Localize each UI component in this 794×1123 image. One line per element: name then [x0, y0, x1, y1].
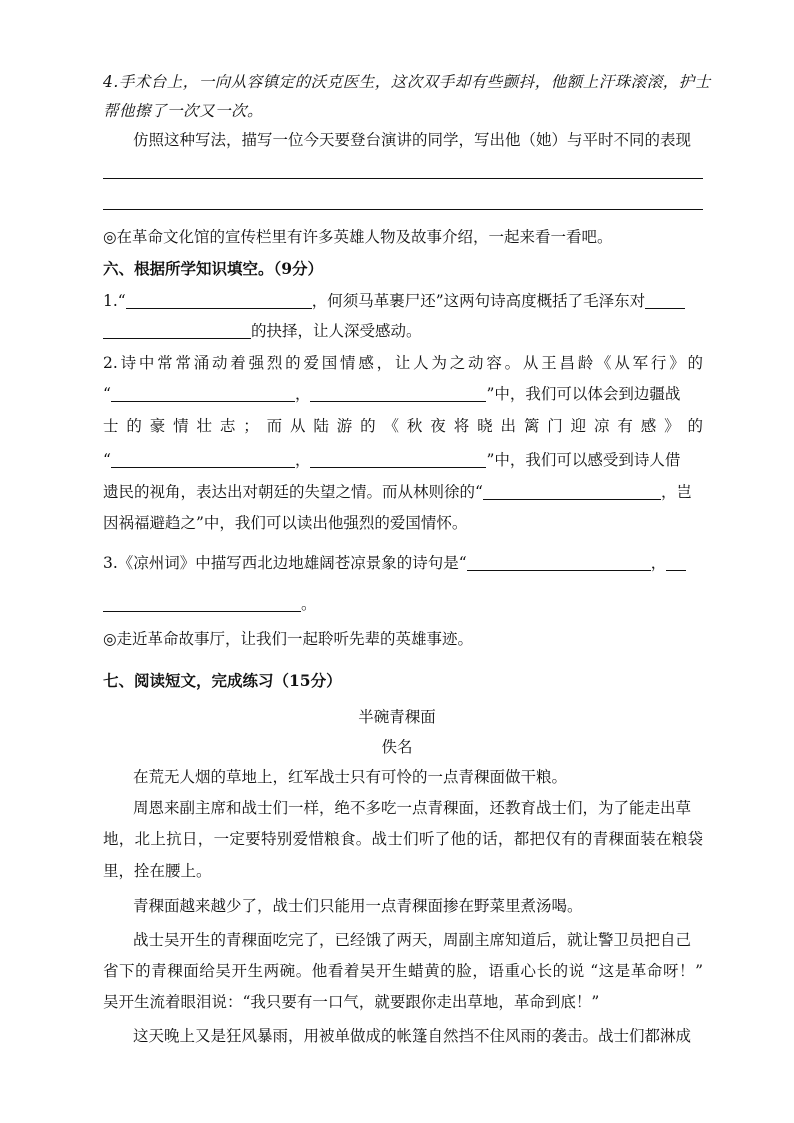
intro-section-seven: ◎走近革命故事厅，让我们一起聆听先辈的英雄事迹。 — [103, 630, 474, 648]
q4-line-2: 帮他擦了一次又一次。 — [103, 102, 264, 120]
q1-text-c: 的抉择，让人深受感动。 — [251, 322, 422, 340]
q3-line-1 — [103, 552, 703, 574]
q2-quote-open-1: “ — [103, 385, 111, 403]
q3-line-2 — [103, 593, 703, 615]
passage-p2-line-3: 里，拴在腰上。 — [103, 862, 212, 880]
q2-line-1: 2.诗中常常涌动着强烈的爱国情感，让人为之动容。从王昌龄《从军行》的 — [103, 354, 703, 372]
q2-line-2 — [103, 383, 703, 405]
q2-comma-2: ， — [294, 451, 311, 469]
q2-text-e1: 遗民的视角，表达出对朝廷的失望之情。而从林则徐的“ — [103, 483, 483, 501]
q3-blank-2a[interactable] — [666, 554, 686, 571]
q1-text-a: 1.“ — [103, 292, 126, 310]
q2-text-b3: ”中，我们可以体会到边疆战 — [486, 385, 681, 403]
passage-p1: 在荒无人烟的草地上，红军战士只有可怜的一点青稞面做干粮。 — [133, 768, 568, 786]
q2-comma-1: ， — [294, 385, 311, 403]
passage-p4-line-3: 吴开生流着眼泪说：“我只要有一口气，就要跟你走出草地，革命到底！” — [103, 993, 600, 1011]
q1-blank-2a[interactable] — [645, 292, 685, 309]
intro-section-six: ◎在革命文化馆的宣传栏里有许多英雄人物及故事介绍，一起来看一看吧。 — [103, 228, 613, 246]
passage-title: 半碗青稞面 — [358, 708, 436, 726]
q2-blank-3[interactable] — [111, 451, 295, 468]
q4-prompt: 仿照这种写法，描写一位今天要登台演讲的同学，写出他（她）与平时不同的表现 — [133, 131, 692, 149]
passage-p5: 这天晚上又是狂风暴雨，用被单做成的帐篷自然挡不住风雨的袭击。战士们都淋成 — [133, 1027, 692, 1045]
q1-text-b: ，何须马革裹尸还”这两句诗高度概括了毛泽东对 — [311, 292, 646, 310]
q2-blank-2[interactable] — [310, 385, 486, 402]
q1-blank-1[interactable] — [126, 292, 312, 309]
q2-text-e2: ，岂 — [660, 483, 692, 501]
passage-author: 佚名 — [381, 738, 413, 756]
q1-blank-2b[interactable] — [103, 322, 251, 339]
q2-text-d3: ”中，我们可以感受到诗人借 — [486, 451, 681, 469]
section-seven-heading: 七、阅读短文，完成练习（15分） — [103, 671, 342, 690]
section-six-heading: 六、根据所学知识填空。（9分） — [103, 259, 324, 278]
answer-line-1[interactable] — [103, 178, 703, 179]
q2-line-5 — [103, 481, 703, 503]
q2-line-6: 因祸福避趋之”中，我们可以读出他强烈的爱国情怀。 — [103, 514, 468, 532]
q2-blank-1[interactable] — [111, 385, 295, 402]
q3-comma: ， — [650, 554, 667, 572]
q4-line-1: 4.手术台上，一向从容镇定的沃克医生，这次双手却有些颤抖，他额上汗珠滚滚，护士 — [103, 73, 711, 91]
q2-quote-open-2: “ — [103, 451, 111, 469]
q3-period: 。 — [301, 595, 317, 613]
q2-blank-5[interactable] — [483, 483, 661, 500]
q2-line-3: 士的豪情壮志；而从陆游的《秋夜将晓出篱门迎凉有感》的 — [103, 417, 703, 435]
q2-line-4 — [103, 449, 703, 471]
passage-p4-line-2: 省下的青稞面给吴开生两碗。他看着吴开生蜡黄的脸，语重心长的说 “这是革命呀！” — [103, 962, 703, 980]
q3-text-a: 3.《凉州词》中描写西北边地雄阔苍凉景象的诗句是“ — [103, 554, 467, 572]
passage-p4-line-1: 战士吴开生的青稞面吃完了，已经饿了两天，周副主席知道后，就让警卫员把自己 — [133, 931, 692, 949]
q1-line-1 — [103, 290, 703, 312]
passage-p2-line-2: 地，北上抗日，一定要特别爱惜粮食。战士们听了他的话，都把仅有的青稞面装在粮袋 — [103, 830, 703, 848]
q3-blank-2b[interactable] — [103, 595, 301, 612]
q3-blank-1[interactable] — [467, 554, 651, 571]
passage-p2-line-1: 周恩来副主席和战士们一样，绝不多吃一点青稞面，还教育战士们，为了能走出草 — [133, 799, 692, 817]
passage-p3: 青稞面越来越少了，战士们只能用一点青稞面掺在野菜里煮汤喝。 — [133, 897, 583, 915]
q2-blank-4[interactable] — [310, 451, 486, 468]
q1-line-2 — [103, 320, 703, 342]
answer-line-2[interactable] — [103, 209, 703, 210]
